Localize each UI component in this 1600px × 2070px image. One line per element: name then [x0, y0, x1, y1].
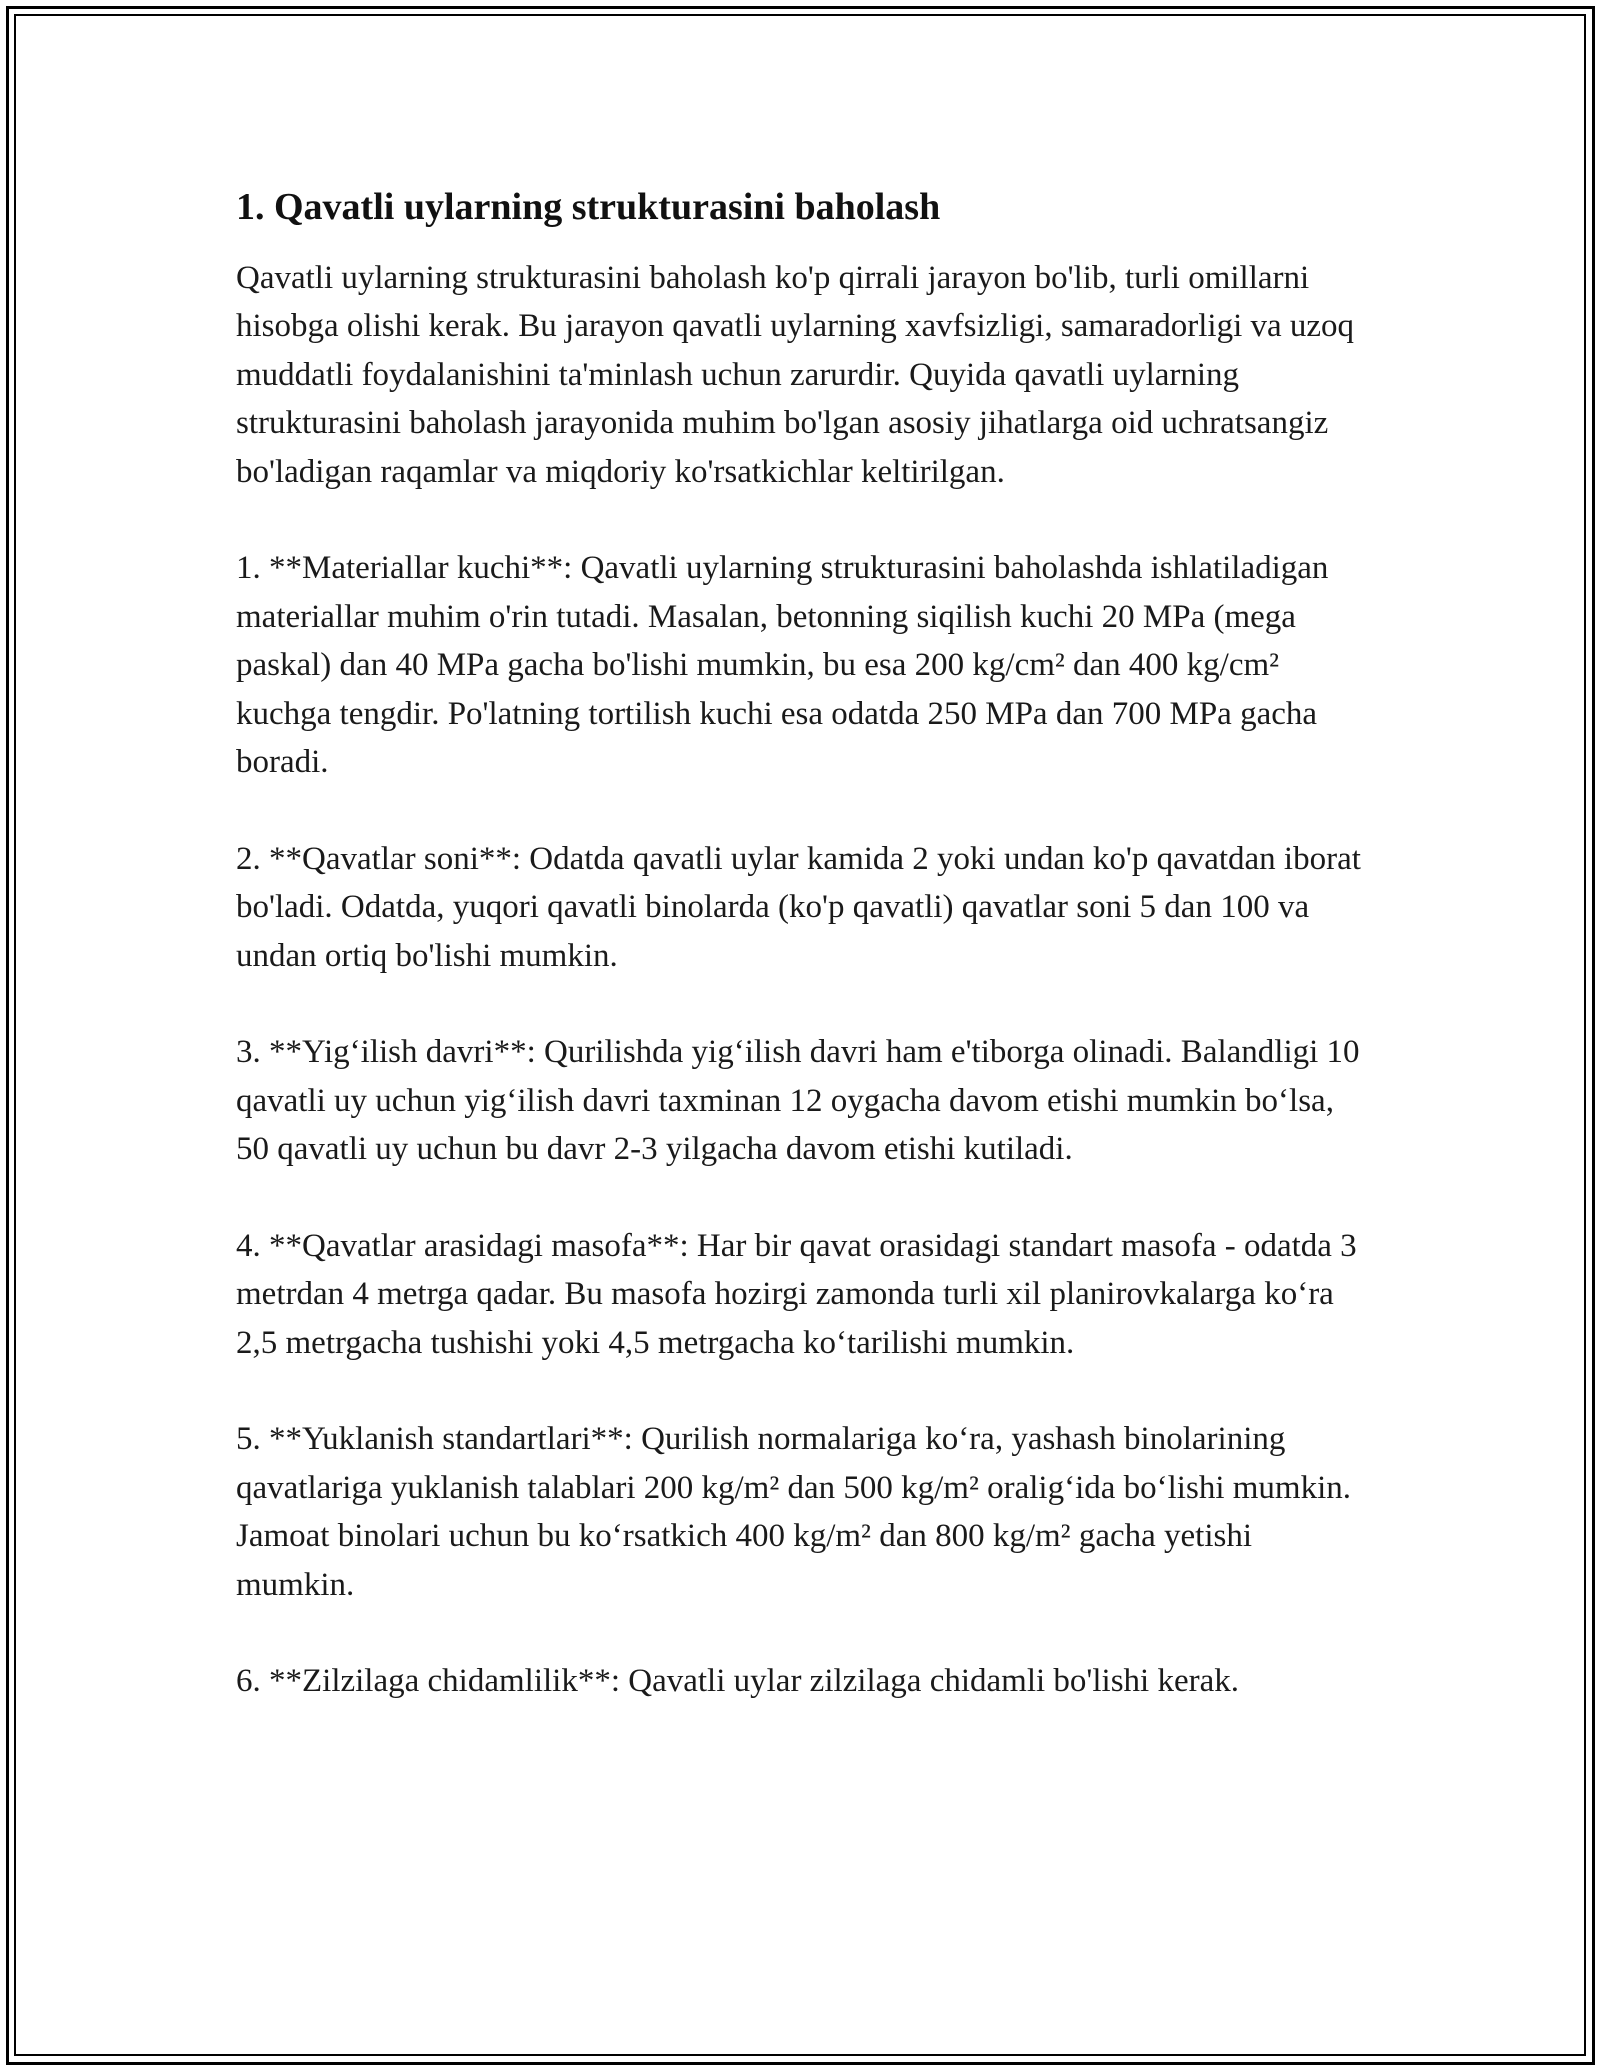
list-item-floor-spacing: 4. **Qavatlar arasidagi masofa**: Har bir qavat orasidagi standart masofa - odatda 3 metrdan 4 metrga qadar. Bu masofa hozirgi zamonda turli xil planirovkalarga ko‘ra 2,5 metrgacha tushishi yoki 4,5 metrgacha ko‘tarilishi mumkin. [236, 1227, 1357, 1361]
document-body [236, 184, 1366, 1754]
intro-paragraph: Qavatli uylarning strukturasini baholash ko'p qirrali jarayon bo'lib, turli omillarni hisobga olishi kerak. Bu jarayon qavatli uylarning xavfsizligi, samaradorligi va uzoq muddatli foydalanishini ta'minlash uchun zarurdir. Quyida qavatli uylarning strukturasini baholash jarayonida muhim bo'lgan asosiy jihatlarga oid uchratsangiz bo'ladigan raqamlar va miqdoriy ko'rsatkichlar keltirilgan. [236, 259, 1355, 490]
list-item-assembly-period: 3. **Yig‘ilish davri**: Qurilishda yig‘ilish davri ham e'tiborga olinadi. Balandligi 10 qavatli uy uchun yig‘ilish davri taxminan 12 oygacha davom etishi mumkin bo‘lsa, 50 qavatli uy uchun bu davr 2-3 yilgacha davom etishi kutiladi. [236, 1034, 1360, 1167]
list-item-load-standards: 5. **Yuklanish standartlari**: Qurilish normalariga ko‘ra, yashash binolarining qavatlariga yuklanish talablari 200 kg/m² dan 500 kg/m² oralig‘ida bo‘lishi mumkin. Jamoat binolari uchun bu ko‘rsatkich 400 kg/m² dan 800 kg/m² gacha yetishi mumkin. [236, 1421, 1351, 1603]
list-item-floor-count: 2. **Qavatlar soni**: Odatda qavatli uylar kamida 2 yoki undan ko'p qavatdan iborat bo'ladi. Odatda, yuqori qavatli binolarda (ko'p qavatli) qavatlar soni 5 dan 100 va undan ortiq bo'lishi mumkin. [236, 840, 1361, 974]
list-item-materials-strength: 1. **Materiallar kuchi**: Qavatli uylarning strukturasini baholashda ishlatiladigan materiallar muhim o'rin tutadi. Masalan, betonning siqilish kuchi 20 MPa (mega paskal) dan 40 MPa gacha bo'lishi mumkin, bu esa 200 kg/cm² dan 400 kg/cm² kuchga tengdir. Po'latning tortilish kuchi esa odatda 250 MPa dan 700 MPa gacha boradi. [236, 550, 1329, 780]
list-item-seismic-resistance: 6. **Zilzilaga chidamlilik**: Qavatli uylar zilzilaga chidamli bo'lishi kerak. [236, 1663, 1239, 1699]
document-title: 1. Qavatli uylarning strukturasini baholash [236, 186, 941, 228]
